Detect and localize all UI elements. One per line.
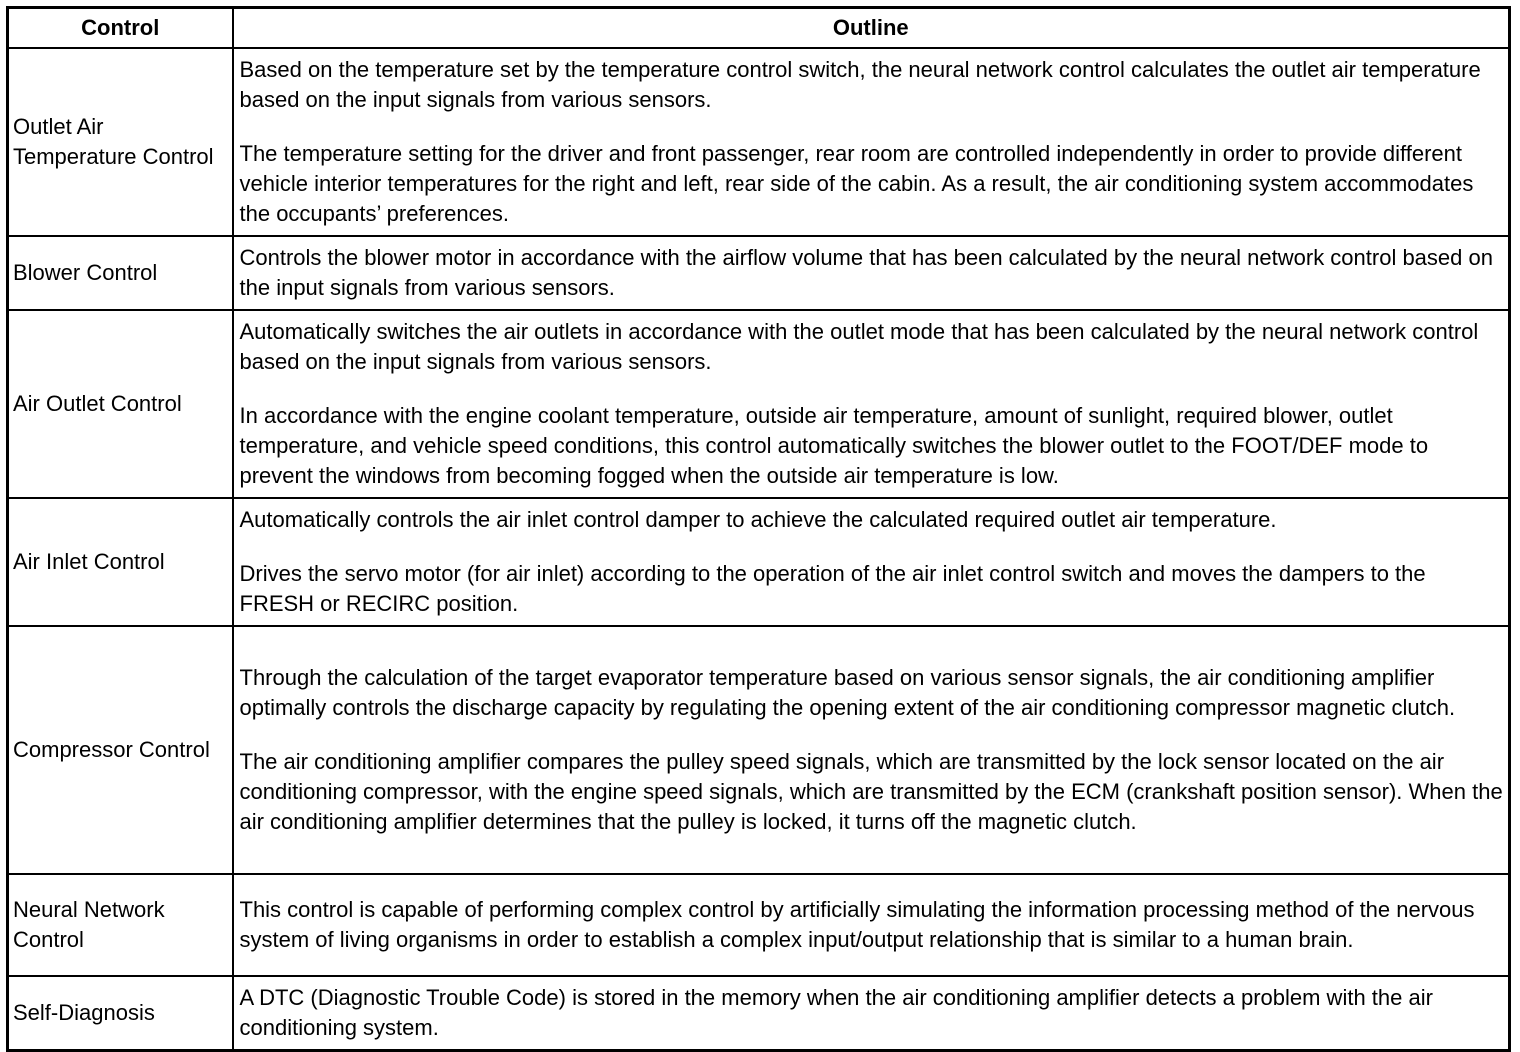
control-name: Air Outlet Control — [13, 391, 182, 416]
control-name: Outlet Air Temperature Control — [13, 114, 214, 169]
outline-paragraph: Drives the servo motor (for air inlet) according to the operation of the air inlet control switch and moves the dampers to the FRESH or RECIRC position. — [239, 561, 1426, 616]
outline-cell — [233, 976, 1510, 1051]
outline-paragraph: A DTC (Diagnostic Trouble Code) is stored in the memory when the air conditioning amplifier detects a problem with the air conditioning system. — [239, 985, 1433, 1040]
table-row-outlet-air-temperature-control — [8, 48, 1510, 236]
outline-paragraph: Automatically switches the air outlets in accordance with the outlet mode that has been calculated by the neural network control based on the input signals from various sensors. — [239, 319, 1479, 374]
outline-paragraph: The air conditioning amplifier compares the pulley speed signals, which are transmitted by the lock sensor located on the air conditioning compressor, with the engine speed signals, which are transmitted by the ECM (crankshaft position sensor). When the air conditioning amplifier determines that the pulley is locked, it turns off the magnetic clutch. — [239, 749, 1503, 834]
control-name: Self-Diagnosis — [13, 1000, 155, 1025]
control-cell — [8, 874, 233, 976]
outline-cell — [233, 626, 1510, 874]
control-outline-table — [6, 6, 1511, 1052]
control-name: Compressor Control — [13, 737, 210, 762]
header-control: Control — [8, 8, 233, 49]
control-cell — [8, 976, 233, 1051]
table-row-neural-network-control — [8, 874, 1510, 976]
outline-paragraph: Based on the temperature set by the temperature control switch, the neural network control calculates the outlet air temperature based on the input signals from various sensors. — [239, 57, 1481, 112]
outline-paragraph: This control is capable of performing complex control by artificially simulating the information processing method of the nervous system of living organisms in order to establish a complex input/output relationship that is similar to a human brain. — [239, 897, 1475, 952]
control-name: Air Inlet Control — [13, 549, 165, 574]
control-cell — [8, 48, 233, 236]
outline-cell — [233, 498, 1510, 626]
control-cell — [8, 498, 233, 626]
table-row-blower-control — [8, 236, 1510, 310]
outline-paragraph: The temperature setting for the driver and front passenger, rear room are controlled independently in order to provide different vehicle interior temperatures for the right and left, rear side of the cabin. As a result, the air conditioning system accommodates the occupants’ preferences. — [239, 141, 1474, 226]
header-row — [8, 8, 1510, 49]
outline-cell — [233, 874, 1510, 976]
control-name: Neural Network Control — [13, 897, 165, 952]
outline-cell — [233, 310, 1510, 498]
table-row-air-inlet-control — [8, 498, 1510, 626]
outline-paragraph: In accordance with the engine coolant temperature, outside air temperature, amount of sunlight, required blower, outlet temperature, and vehicle speed conditions, this control automatically switches the blower outlet to the FOOT/DEF mode to prevent the windows from becoming fogged when the outside air temperature is low. — [239, 403, 1429, 488]
control-name: Blower Control — [13, 260, 158, 285]
header-outline: Outline — [233, 8, 1510, 49]
control-cell — [8, 236, 233, 310]
table-row-air-outlet-control — [8, 310, 1510, 498]
table-row-self-diagnosis — [8, 976, 1510, 1051]
outline-paragraph: Through the calculation of the target evaporator temperature based on various sensor signals, the air conditioning amplifier optimally controls the discharge capacity by regulating the opening extent of the air conditioning compressor magnetic clutch. — [239, 665, 1456, 720]
outline-paragraph: Controls the blower motor in accordance with the airflow volume that has been calculated by the neural network control based on the input signals from various sensors. — [239, 245, 1493, 300]
control-cell — [8, 310, 233, 498]
control-cell — [8, 626, 233, 874]
outline-paragraph: Automatically controls the air inlet control damper to achieve the calculated required outlet air temperature. — [239, 507, 1277, 532]
table-row-compressor-control — [8, 626, 1510, 874]
outline-cell — [233, 48, 1510, 236]
outline-cell — [233, 236, 1510, 310]
